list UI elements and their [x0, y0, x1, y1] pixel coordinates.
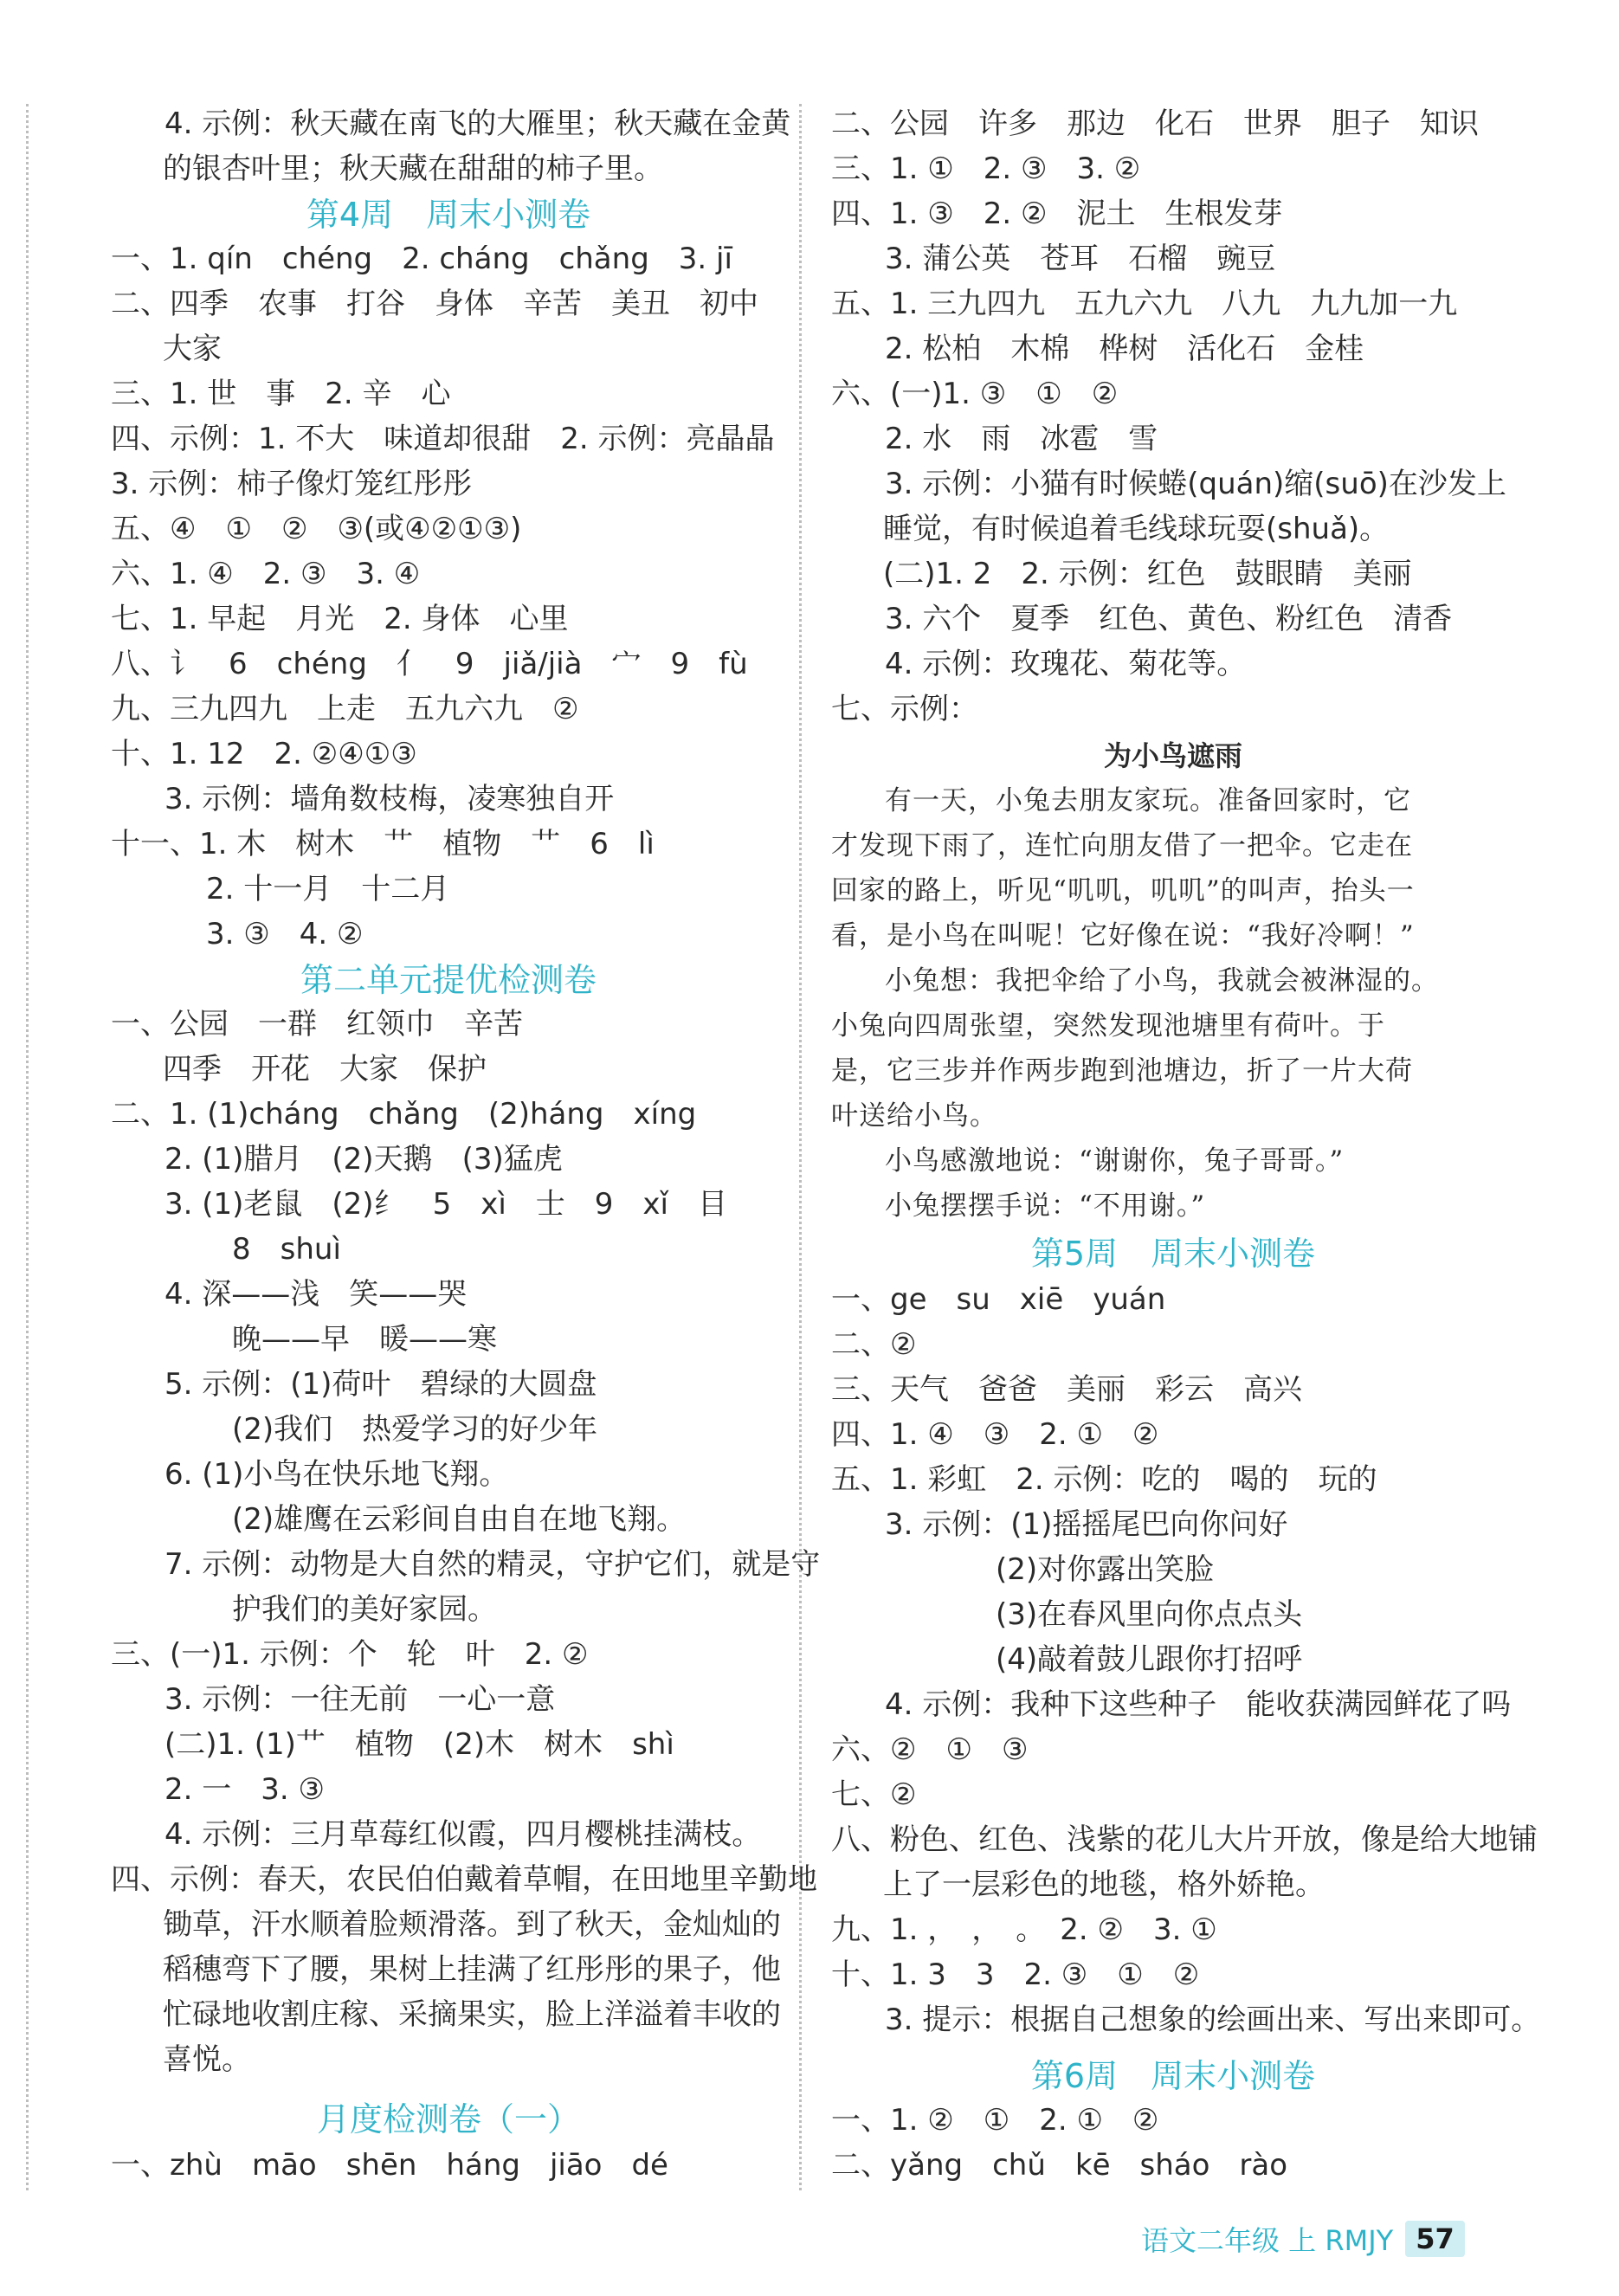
- answer-line: 3. 示例：小猫有时候蜷(quán)缩(suō)在沙发上: [885, 467, 1506, 501]
- answer-line: 十、1. 3 3 2. ③ ① ②: [831, 1957, 1200, 1992]
- answer-line: 2. 松柏 木棉 桦树 活化石 金桂: [885, 332, 1364, 366]
- answer-line: 3. 六个 夏季 红色、黄色、粉红色 清香: [885, 602, 1453, 636]
- story-line: 小鸟感激地说：“谢谢你，兔子哥哥。”: [885, 1145, 1345, 1177]
- answer-line: 四、示例：春天，农民伯伯戴着草帽，在田地里辛勤地: [111, 1862, 817, 1897]
- answer-line: 一、1. ② ① 2. ① ②: [831, 2103, 1159, 2138]
- answer-line: 三、天气 爸爸 美丽 彩云 高兴: [831, 1372, 1302, 1407]
- answer-line: 五、1. 彩虹 2. 示例：吃的 喝的 玩的: [831, 1462, 1377, 1497]
- answer-line: 的银杏叶里；秋天藏在甜甜的柿子里。: [163, 152, 663, 186]
- section-heading: 第4周 周末小测卷: [306, 196, 591, 234]
- answer-line: 6. (1)小鸟在快乐地飞翔。: [164, 1457, 509, 1492]
- answer-line: 2. 十一月 十二月: [206, 872, 450, 906]
- story-line: 叶送给小鸟。: [831, 1100, 997, 1132]
- story-line: 看，是小鸟在叫呢！它好像在说：“我好冷啊！”: [831, 920, 1415, 951]
- section-heading: 第5周 周末小测卷: [1030, 1235, 1316, 1273]
- section-heading: 月度检测卷（一）: [316, 2100, 580, 2138]
- story-line: 小兔摆摆手说：“不用谢。”: [885, 1190, 1206, 1222]
- answer-line: 晚——早 暖——寒: [232, 1322, 497, 1357]
- answer-line: 四季 开花 大家 保护: [163, 1052, 487, 1087]
- answer-line: 3. ③ 4. ②: [206, 917, 364, 951]
- answer-line: 三、(一)1. 示例：个 轮 叶 2. ②: [111, 1637, 589, 1672]
- answer-line: (二)1. 2 2. 示例：红色 鼓眼睛 美丽: [883, 557, 1412, 591]
- answer-line: 二、四季 农事 打谷 身体 辛苦 美丑 初中: [111, 287, 758, 321]
- answer-line: (二)1. (1)艹 植物 (2)木 树木 shì: [164, 1727, 674, 1762]
- answer-line: 4. 示例：三月草莓红似霞，四月樱桃挂满枝。: [164, 1817, 762, 1852]
- answer-line: 三、1. 世 事 2. 辛 心: [111, 377, 451, 411]
- answer-line: 四、示例：1. 不大 味道却很甜 2. 示例：亮晶晶: [111, 422, 775, 456]
- answer-line: 锄草，汗水顺着脸颊滑落。到了秋天，金灿灿的: [163, 1907, 781, 1942]
- answer-line: 一、公园 一群 红领巾 辛苦: [111, 1007, 523, 1042]
- story-line: 是，它三步并作两步跑到池塘边，折了一片大荷: [831, 1055, 1413, 1087]
- answer-line: 忙碌地收割庄稼、采摘果实，脸上洋溢着丰收的: [163, 1997, 781, 2032]
- story-line: 才发现下雨了，连忙向朋友借了一把伞。它走在: [831, 830, 1413, 861]
- answer-line: 3. 示例：墙角数枝梅，凌寒独自开: [164, 782, 615, 816]
- answer-line: 六、1. ④ 2. ③ 3. ④: [111, 557, 421, 591]
- section-heading: 第二单元提优检测卷: [300, 961, 597, 999]
- answer-line: 四、1. ③ 2. ② 泥土 生根发芽: [831, 197, 1283, 231]
- answer-line: (2)我们 热爱学习的好少年: [232, 1412, 598, 1447]
- page-footer: [1141, 2215, 1465, 2263]
- page-number: 57: [1405, 2221, 1465, 2257]
- story-title: 为小鸟遮雨: [1103, 739, 1242, 772]
- answer-line: 喜悦。: [163, 2042, 251, 2077]
- answer-line: 上了一层彩色的地毯，格外娇艳。: [883, 1867, 1325, 1902]
- answer-line: 七、示例：: [831, 692, 978, 726]
- answer-line: 九、三九四九 上走 五九六九 ②: [111, 692, 579, 726]
- answer-line: 六、② ① ③: [831, 1732, 1029, 1767]
- answer-line: 一、zhù māo shēn háng jiāo dé: [111, 2148, 668, 2183]
- answer-line: 7. 示例：动物是大自然的精灵，守护它们，就是守: [164, 1547, 821, 1582]
- answer-line: 护我们的美好家园。: [232, 1592, 497, 1627]
- answer-line: 十、1. 12 2. ②④①③: [111, 737, 417, 771]
- story-line: 小兔想：我把伞给了小鸟，我就会被淋湿的。: [885, 965, 1439, 996]
- answer-line: 5. 示例：(1)荷叶 碧绿的大圆盘: [164, 1367, 597, 1402]
- answer-line: 二、公园 许多 那边 化石 世界 胆子 知识: [831, 106, 1479, 141]
- answer-line: 二、1. (1)cháng chǎng (2)háng xíng: [111, 1097, 697, 1132]
- answer-line: 七、1. 早起 月光 2. 身体 心里: [111, 602, 569, 636]
- answer-line: (3)在春风里向你点点头: [996, 1597, 1303, 1632]
- story-line: 小兔向四周张望，突然发现池塘里有荷叶。于: [831, 1010, 1385, 1042]
- answer-line: 3. (1)老鼠 (2)纟 5 xì 士 9 xǐ 目: [164, 1187, 727, 1222]
- answer-line: (2)对你露出笑脸: [996, 1552, 1215, 1587]
- answer-line: 一、1. qín chéng 2. cháng chǎng 3. jī: [111, 242, 732, 276]
- answer-line: 3. 示例：柿子像灯笼红彤彤: [111, 467, 473, 501]
- answer-line: 三、1. ① 2. ③ 3. ②: [831, 152, 1141, 186]
- answer-line: (2)雄鹰在云彩间自由自在地飞翔。: [232, 1502, 687, 1537]
- answer-line: 3. 示例：(1)摇摇尾巴向你问好: [885, 1507, 1288, 1542]
- left-margin-divider: [26, 104, 29, 2190]
- story-line: 回家的路上，听见“叽叽，叽叽”的叫声，抬头一: [831, 875, 1415, 906]
- answer-line: 8 shuì: [232, 1232, 341, 1267]
- answer-line: 六、(一)1. ③ ① ②: [831, 377, 1119, 411]
- answer-line: 4. 示例：玫瑰花、菊花等。: [885, 647, 1247, 681]
- answer-line: 4. 示例：秋天藏在南飞的大雁里；秋天藏在金黄: [164, 106, 791, 141]
- answer-line: 3. 提示：根据自己想象的绘画出来、写出来即可。: [885, 2003, 1541, 2037]
- answer-line: 九、1. ， ， 。 2. ② 3. ①: [831, 1912, 1217, 1947]
- answer-line: 睡觉，有时候追着毛线球玩耍(shuǎ)。: [883, 512, 1390, 546]
- answer-line: 2. 一 3. ③: [164, 1772, 325, 1807]
- answer-line: (4)敲着鼓儿跟你打招呼: [996, 1642, 1303, 1677]
- answer-line: 八、粉色、红色、浅紫的花儿大片开放，像是给大地铺: [831, 1822, 1538, 1857]
- section-heading: 第6周 周末小测卷: [1030, 2057, 1316, 2095]
- answer-line: 八、讠 6 chéng 亻 9 jiǎ/jià 宀 9 fù: [111, 647, 748, 681]
- answer-line: 一、ge su xiē yuán: [831, 1282, 1166, 1317]
- answer-line: 四、1. ④ ③ 2. ① ②: [831, 1417, 1159, 1452]
- answer-line: 3. 蒲公英 苍耳 石榴 豌豆: [885, 242, 1276, 276]
- answer-line: 五、1. 三九四九 五九六九 八九 九九加一九: [831, 287, 1458, 321]
- answer-line: 2. 水 雨 冰雹 雪: [885, 422, 1158, 456]
- answer-line: 七、②: [831, 1777, 917, 1812]
- answer-line: 4. 示例：我种下这些种子 能收获满园鲜花了吗: [885, 1687, 1512, 1722]
- answer-line: 4. 深——浅 笑——哭: [164, 1277, 468, 1312]
- answer-line: 稻穗弯下了腰，果树上挂满了红彤彤的果子，他: [163, 1952, 781, 1987]
- answer-line: 大家: [163, 332, 222, 366]
- book-label: 语文二年级 上 RMJY: [1141, 2224, 1394, 2257]
- answer-line: 二、yǎng chǔ kē sháo rào: [831, 2148, 1287, 2183]
- answer-line: 二、②: [831, 1327, 917, 1362]
- story-line: 有一天，小兔去朋友家玩。准备回家时，它: [885, 785, 1411, 816]
- answer-line: 五、④ ① ② ③(或④②①③): [111, 512, 522, 546]
- answer-line: 十一、1. 木 树木 艹 植物 艹 6 lì: [111, 827, 655, 861]
- answer-line: 3. 示例：一往无前 一心一意: [164, 1682, 556, 1717]
- answer-line: 2. (1)腊月 (2)天鹅 (3)猛虎: [164, 1142, 563, 1177]
